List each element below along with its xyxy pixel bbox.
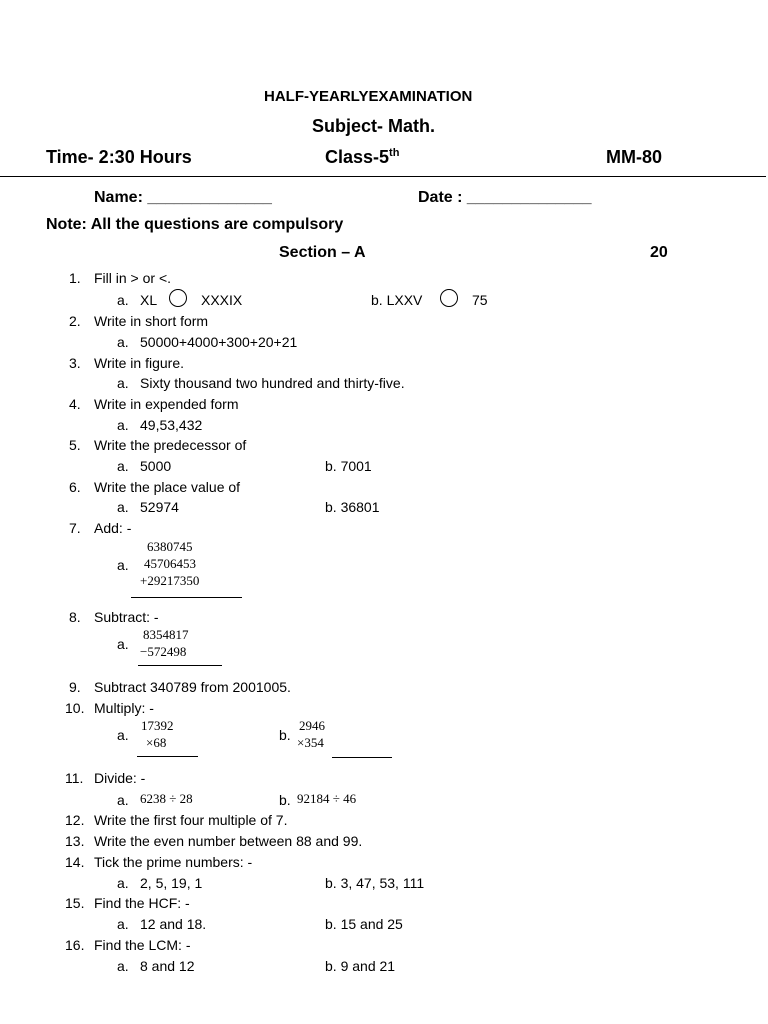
question-7-text: Add: - <box>94 520 132 536</box>
subtract-number-2: −572498 <box>140 644 187 659</box>
header-divider <box>0 176 766 177</box>
question-10-text: Multiply: - <box>94 700 154 716</box>
question-1-a-letter: a. <box>117 292 129 308</box>
exam-title: HALF-YEARLYEXAMINATION <box>264 88 473 105</box>
compare-circle-b <box>440 289 458 307</box>
question-5-b: b. 7001 <box>325 458 372 474</box>
question-1-text: Fill in > or <. <box>94 270 172 286</box>
question-13-text: Write the even number between 88 and 99. <box>94 833 363 849</box>
date-field: Date : ______________ <box>418 189 592 206</box>
question-16-a: 8 and 12 <box>140 958 195 974</box>
question-12-text: Write the first four multiple of 7. <box>94 812 288 828</box>
multiply-a-answer-line <box>137 756 198 757</box>
question-1-b-right: 75 <box>472 292 488 308</box>
question-12-number: 12. <box>65 812 85 828</box>
add-number-1: 6380745 <box>147 539 193 554</box>
multiply-b-number-1: 2946 <box>299 718 325 733</box>
class-line <box>325 147 399 168</box>
question-1-a-left: XL <box>140 292 158 308</box>
class-label: Class-5 <box>325 147 390 167</box>
question-14-text: Tick the prime numbers: - <box>94 854 253 870</box>
time-line: Time- 2:30 Hours <box>46 147 192 167</box>
question-3-text: Write in figure. <box>94 355 184 371</box>
question-7-number: 7. <box>69 520 81 536</box>
question-5-a: 5000 <box>140 458 172 474</box>
question-5-number: 5. <box>69 437 81 453</box>
question-4-text: Write in expended form <box>94 396 239 412</box>
question-9-number: 9. <box>69 679 81 695</box>
question-14-b: b. 3, 47, 53, 111 <box>325 875 425 891</box>
question-11-b-letter: b. <box>279 792 291 808</box>
question-11-number: 11. <box>65 770 84 786</box>
question-4-number: 4. <box>69 396 81 412</box>
subtract-answer-line <box>138 665 222 666</box>
name-field: Name: ______________ <box>94 189 272 206</box>
question-5-text: Write the predecessor of <box>94 437 247 453</box>
question-16-number: 16. <box>65 937 85 953</box>
question-15-text: Find the HCF: - <box>94 895 190 911</box>
question-1-number: 1. <box>69 270 81 286</box>
add-answer-line <box>131 597 242 598</box>
question-8-number: 8. <box>69 609 81 625</box>
compare-circle-a <box>169 289 187 307</box>
question-6-text: Write the place value of <box>94 479 241 495</box>
divide-b: 92184 ÷ 46 <box>297 791 357 806</box>
multiply-b-answer-line <box>332 757 392 758</box>
question-6-a-letter: a. <box>117 499 129 515</box>
question-15-a: 12 and 18. <box>140 916 207 932</box>
question-5-a-letter: a. <box>117 458 129 474</box>
question-8-text: Subtract: - <box>94 609 159 625</box>
question-1-b-left: b. LXXV <box>371 292 423 308</box>
multiply-a-number-1: 17392 <box>141 718 174 733</box>
question-16-a-letter: a. <box>117 958 129 974</box>
question-11-text: Divide: - <box>94 770 146 786</box>
question-14-number: 14. <box>65 854 85 870</box>
question-6-number: 6. <box>69 479 81 495</box>
max-marks: MM-80 <box>606 147 663 167</box>
question-3-a: Sixty thousand two hundred and thirty-five. <box>140 375 405 391</box>
question-4-a-letter: a. <box>117 417 129 433</box>
question-3-a-letter: a. <box>117 375 129 391</box>
question-10-b-letter: b. <box>279 727 291 743</box>
question-13-number: 13. <box>65 833 85 849</box>
question-6-a: 52974 <box>140 499 179 515</box>
question-2-number: 2. <box>69 313 81 329</box>
question-16-b: b. 9 and 21 <box>325 958 396 974</box>
divide-a: 6238 ÷ 28 <box>140 791 193 806</box>
question-15-b: b. 15 and 25 <box>325 916 403 932</box>
note-line: Note: All the questions are compulsory <box>46 216 344 233</box>
subject-line: Subject- Math. <box>312 116 436 136</box>
multiply-a-number-2: ×68 <box>146 735 167 750</box>
question-7-a-letter: a. <box>117 557 129 573</box>
question-15-number: 15. <box>65 895 85 911</box>
multiply-b-number-2: ×354 <box>297 735 324 750</box>
question-6-b: b. 36801 <box>325 499 380 515</box>
question-2-text: Write in short form <box>94 313 209 329</box>
question-16-text: Find the LCM: - <box>94 937 191 953</box>
section-title: Section – A <box>279 244 366 261</box>
class-superscript: th <box>389 147 400 159</box>
question-10-a-letter: a. <box>117 727 129 743</box>
add-number-2: 45706453 <box>144 556 196 571</box>
question-1-a-right: XXXIX <box>201 292 243 308</box>
question-8-a-letter: a. <box>117 636 129 652</box>
section-marks: 20 <box>650 244 668 261</box>
question-2-a: 50000+4000+300+20+21 <box>140 334 298 350</box>
add-number-3: +29217350 <box>140 573 200 588</box>
question-14-a: 2, 5, 19, 1 <box>140 875 203 891</box>
question-3-number: 3. <box>69 355 81 371</box>
question-9-text: Subtract 340789 from 2001005. <box>94 679 291 695</box>
question-2-a-letter: a. <box>117 334 129 350</box>
question-15-a-letter: a. <box>117 916 129 932</box>
question-14-a-letter: a. <box>117 875 129 891</box>
subtract-number-1: 8354817 <box>143 627 189 642</box>
question-4-a: 49,53,432 <box>140 417 203 433</box>
question-10-number: 10. <box>65 700 85 716</box>
question-11-a-letter: a. <box>117 792 129 808</box>
